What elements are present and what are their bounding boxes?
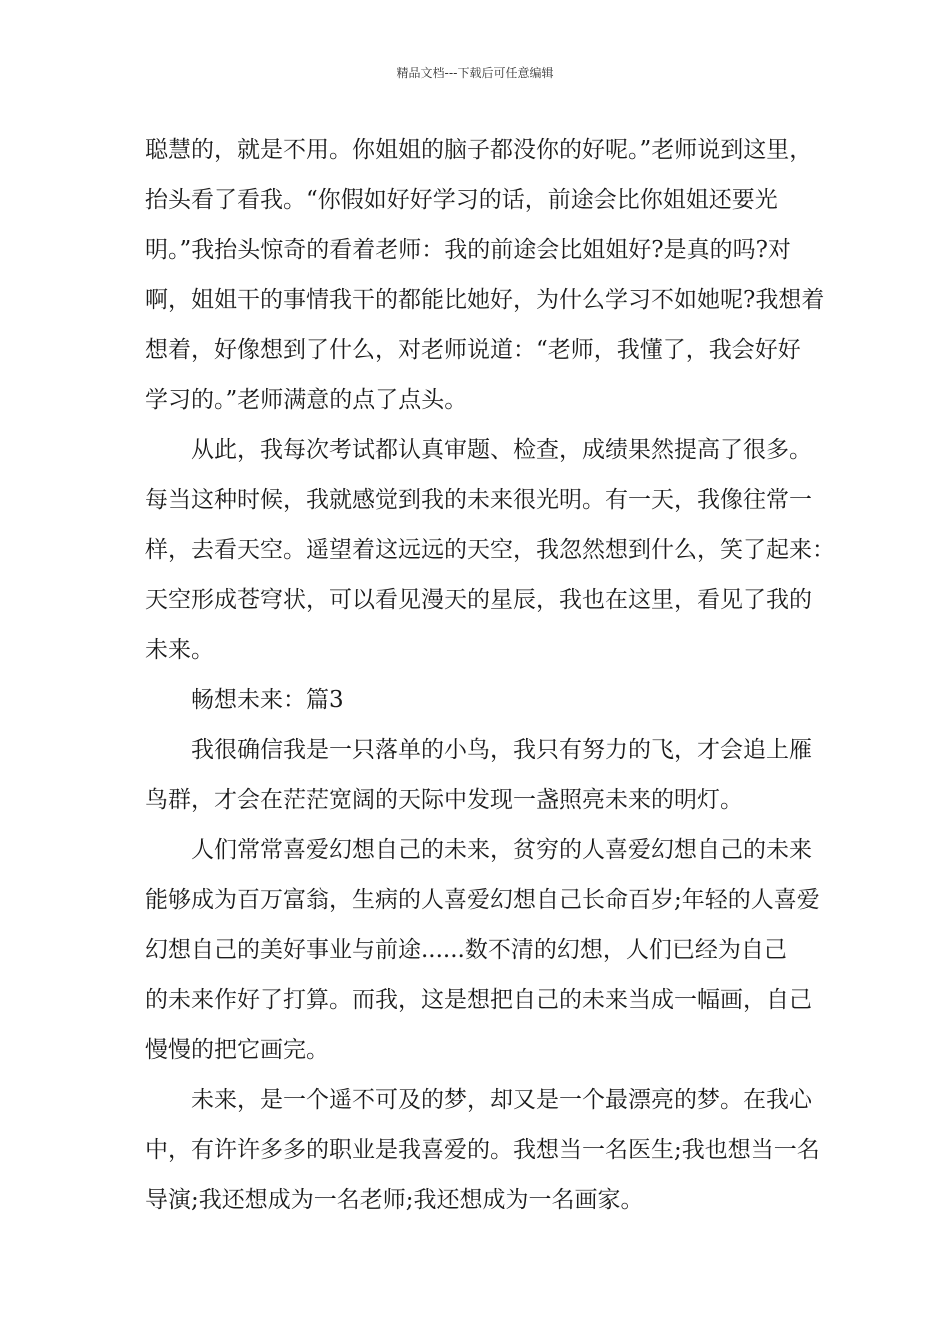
text-line: 导演;我还想成为一名老师;我还想成为一名画家。 bbox=[145, 1187, 644, 1213]
text-line: 慢慢的把它画完。 bbox=[145, 1037, 329, 1063]
text-line: 能够成为百万富翁，生病的人喜爱幻想自己长命百岁;年轻的人喜爱 bbox=[145, 887, 820, 913]
section-heading: 畅想未来：篇3 bbox=[191, 687, 344, 713]
text-line: 的未来作好了打算。而我，这是想把自己的未来当成一幅画，自己 bbox=[145, 987, 812, 1013]
text-line: 每当这种时候，我就感觉到我的未来很光明。有一天，我像往常一 bbox=[145, 487, 812, 513]
text-line: 中，有许许多多的职业是我喜爱的。我想当一名医生;我也想当一名 bbox=[145, 1137, 820, 1163]
text-line: 想着，好像想到了什么，对老师说道：“老师，我懂了，我会好好 bbox=[145, 337, 801, 363]
text-line: 幻想自己的美好事业与前途......数不清的幻想，人们已经为自己 bbox=[145, 937, 787, 963]
text-line: 学习的。”老师满意的点了点头。 bbox=[145, 387, 468, 413]
text-line: 明。”我抬头惊奇的看着老师：我的前途会比姐姐好?是真的吗?对 bbox=[145, 237, 791, 263]
text-line: 从此，我每次考试都认真审题、检查，成绩果然提高了很多。 bbox=[191, 437, 812, 463]
text-line: 啊，姐姐干的事情我干的都能比她好，为什么学习不如她呢?我想着 bbox=[145, 287, 825, 313]
text-line: 我很确信我是一只落单的小鸟，我只有努力的飞，才会追上雁 bbox=[191, 737, 812, 763]
text-line: 人们常常喜爱幻想自己的未来，贫穷的人喜爱幻想自己的未来 bbox=[191, 837, 812, 863]
page-header: 精品文档---下载后可任意编辑 bbox=[396, 66, 554, 80]
text-line: 抬头看了看我。“你假如好好学习的话，前途会比你姐姐还要光 bbox=[145, 187, 778, 213]
text-line: 聪慧的，就是不用。你姐姐的脑子都没你的好呢。”老师说到这里， bbox=[145, 137, 813, 163]
text-line: 鸟群，才会在茫茫宽阔的天际中发现一盏照亮未来的明灯。 bbox=[145, 787, 743, 813]
text-line: 天空形成苍穹状，可以看见漫天的星辰，我也在这里，看见了我的 bbox=[145, 587, 812, 613]
text-line: 样，去看天空。遥望着这远远的天空，我忽然想到什么，笑了起来： bbox=[145, 537, 835, 563]
text-line: 未来。 bbox=[145, 637, 214, 663]
text-line: 未来，是一个遥不可及的梦，却又是一个最漂亮的梦。在我心 bbox=[191, 1087, 812, 1113]
